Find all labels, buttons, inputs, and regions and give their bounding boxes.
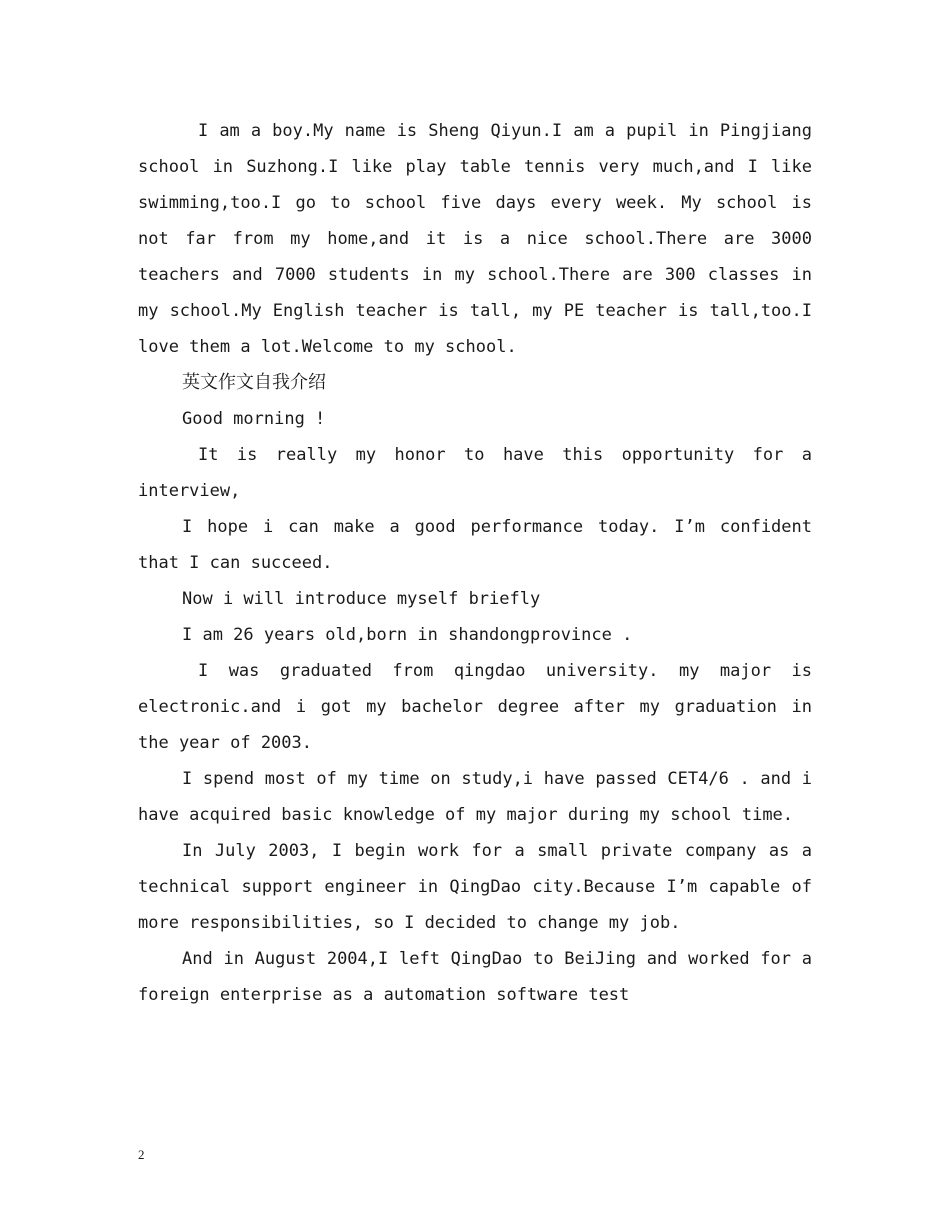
paragraph-work-2004: And in August 2004,I left QingDao to BeiJing and worked for a foreign enterprise as a automation software test <box>138 949 812 1005</box>
paragraph-study: I spend most of my time on study,i have passed CET4/6 . and i have acquired basic knowledge of my major during my school time. <box>138 769 812 825</box>
paragraph-greeting: Good morning ! <box>182 409 326 429</box>
paragraph-honor: It is really my honor to have this opportunity for a interview, <box>138 445 812 501</box>
paragraph-intro-boy: I am a boy.My name is Sheng Qiyun.I am a pupil in Pingjiang school in Suzhong.I like play table tennis very much,and I like swimming,too.I go to school five days every week. My school is not far from my home,and it is a nice school.There are 3000 teachers and 7000 students in my school.There are 300 classes in my school.My English teacher is tall, my PE teacher is tall,too.I love them a lot.Welcome to my school. <box>138 121 812 357</box>
paragraph-age: I am 26 years old,born in shandongprovince . <box>182 625 633 645</box>
paragraph-work-2003: In July 2003, I begin work for a small private company as a technical support engineer in QingDao city.Because I’m capable of more responsibilities, so I decided to change my job. <box>138 841 812 933</box>
paragraph-introduce: Now i will introduce myself briefly <box>182 589 541 609</box>
paragraph-education: I was graduated from qingdao university. my major is electronic.and i got my bachelor degree after my graduation in the year of 2003. <box>138 661 812 753</box>
section-heading: 英文作文自我介绍 <box>182 372 326 393</box>
paragraph-hope: I hope i can make a good performance today. I’m confident that I can succeed. <box>138 517 812 573</box>
body-text <box>138 113 812 1013</box>
page-number: 2 <box>138 1147 145 1162</box>
